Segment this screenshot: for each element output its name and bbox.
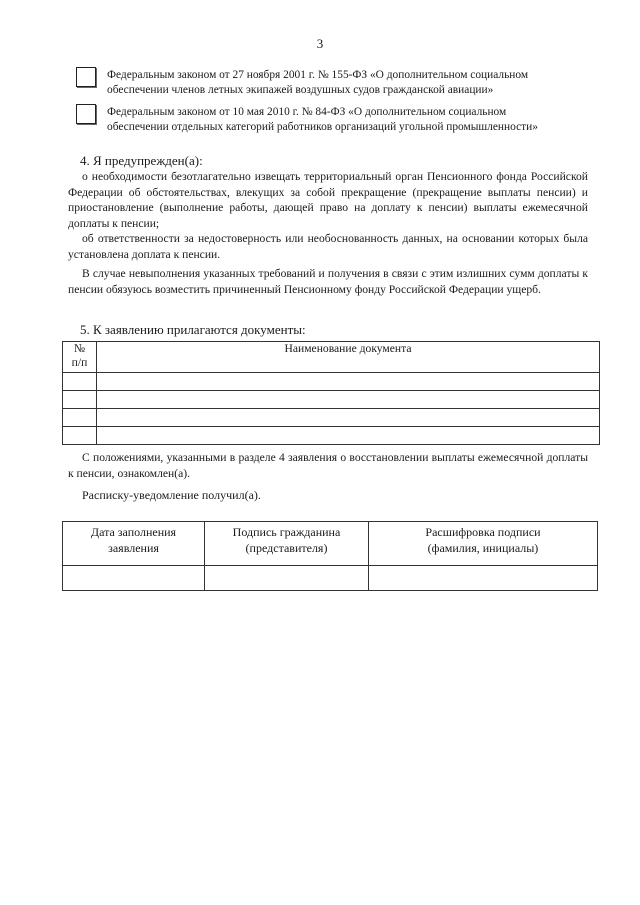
section4-body	[68, 169, 588, 262]
acknowledgement	[68, 450, 588, 481]
acknowledgement-text: С положениями, указанными в разделе 4 заявления о восстановлении выплаты ежемесячной доплаты к пенсии, ознакомлен(а).	[68, 451, 588, 480]
signature-table	[62, 521, 598, 591]
law-84-checkbox[interactable]	[76, 104, 96, 124]
col-name-header: Наименование документа	[97, 342, 600, 373]
law-155-label	[107, 68, 528, 98]
row-number-cell[interactable]	[63, 373, 97, 391]
table-row[interactable]	[63, 427, 600, 445]
signature-table-header	[63, 522, 598, 566]
receipt-text: Расписку-уведомление получил(а).	[82, 488, 261, 502]
law-155-line1: Федеральным законом от 27 ноября 2001 г. № 155-ФЗ «О дополнительном социальном	[107, 69, 529, 81]
decode-header-line1: Расшифровка подписи	[425, 525, 541, 539]
row-number-cell[interactable]	[63, 391, 97, 409]
law-155-checkbox[interactable]	[76, 67, 96, 87]
table-row[interactable]	[63, 391, 600, 409]
signature-input-cell[interactable]	[205, 566, 369, 591]
row-name-cell[interactable]	[97, 409, 600, 427]
row-number-cell[interactable]	[63, 409, 97, 427]
section4-warning-text: В случае невыполнения указанных требований и получения в связи с этим излишних сумм доплаты к пенсии обязуюсь возместить причиненный Пенсионному фонду Российской Федерации ущерб.	[68, 267, 588, 296]
signature-input-row[interactable]	[63, 566, 598, 591]
law-84-label	[107, 105, 538, 135]
law-84-line1: Федеральным законом от 10 мая 2010 г. № 84-ФЗ «О дополнительном социальном	[107, 106, 507, 118]
table-row[interactable]	[63, 373, 600, 391]
decode-input-cell[interactable]	[369, 566, 598, 591]
signature-header	[205, 522, 369, 566]
documents-table	[62, 341, 600, 445]
page-number: 3	[316, 36, 324, 51]
documents-table-header	[63, 342, 600, 373]
section4-warning	[68, 266, 588, 297]
section4-item1: о необходимости безотлагательно извещать территориальный орган Пенсионного фонда Российской Федерации об обстоятельствах, влекущих за собой прекращение (прекращение выплаты пенсии) и приостановление (выполнение работы, дающей право на доплату к пенсии) выплаты ежемесячной доплаты к пенсии;	[68, 170, 588, 230]
col-number-line1: №	[73, 342, 86, 355]
row-name-cell[interactable]	[97, 373, 600, 391]
date-header-line2: заявления	[108, 541, 159, 555]
table-row[interactable]	[63, 409, 600, 427]
section4-item2: об ответственности за недостоверность или необоснованность данных, на основании которых была установлена доплата к пенсии.	[68, 232, 588, 261]
col-number-header	[63, 342, 97, 373]
date-header	[63, 522, 205, 566]
law-155-line2: обеспечении членов летных экипажей воздушных судов гражданской авиации»	[107, 84, 494, 96]
row-name-cell[interactable]	[97, 427, 600, 445]
section4-heading: 4. Я предупрежден(а):	[80, 153, 203, 168]
decode-header	[369, 522, 598, 566]
date-input-cell[interactable]	[63, 566, 205, 591]
date-header-line1: Дата заполнения	[90, 525, 177, 539]
section5-heading: 5. К заявлению прилагаются документы:	[80, 322, 306, 337]
row-number-cell[interactable]	[63, 427, 97, 445]
decode-header-line2: (фамилия, инициалы)	[427, 541, 539, 555]
signature-header-line2: (представителя)	[245, 541, 328, 555]
law-84-line2: обеспечении отдельных категорий работников организаций угольной промышленности»	[107, 121, 538, 133]
signature-header-line1: Подпись гражданина	[232, 525, 341, 539]
col-number-line2: п/п	[71, 356, 88, 369]
row-name-cell[interactable]	[97, 391, 600, 409]
